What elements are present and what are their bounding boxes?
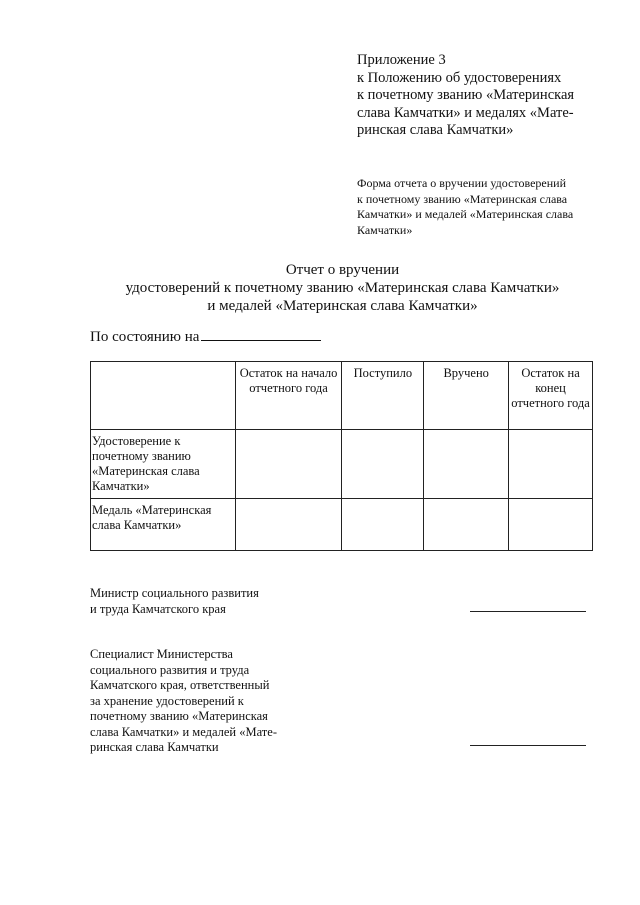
table-header-cell: Поступило	[342, 362, 424, 430]
table-header-cell	[91, 362, 236, 430]
form-note	[357, 176, 607, 238]
minister-signature-line[interactable]	[470, 611, 586, 612]
report-title-line: и медалей «Материнская слава Камчатки»	[207, 298, 478, 314]
minister-line: Министр социального развития	[90, 586, 259, 600]
specialist-line: Камчатского края, ответственный	[90, 678, 270, 692]
table-header-cell: Вручено	[424, 362, 509, 430]
report-table	[90, 361, 593, 551]
specialist-signature-line[interactable]	[470, 745, 586, 746]
state-label: По состоянию на	[90, 329, 200, 345]
table-cell[interactable]	[509, 499, 593, 551]
specialist-line: социального развития и труда	[90, 662, 250, 677]
minister-signature-label	[90, 586, 259, 617]
report-title-line: Отчет о вручении	[285, 262, 400, 278]
table-row	[91, 430, 593, 499]
appendix-line: к Положению об удостоверениях	[357, 69, 562, 86]
specialist-line: слава Камчатки» и медалей «Мате-	[90, 724, 277, 739]
specialist-signature-label	[90, 647, 277, 756]
appendix-line: Приложение 3	[357, 52, 446, 68]
table-header-cell: Остаток на начало отчетного года	[235, 362, 342, 430]
report-title	[60, 261, 625, 315]
minister-line: и труда Камчатского края	[90, 601, 226, 616]
state-date-line	[90, 326, 321, 346]
row-label: Медаль «Материнская слава Камчатки»	[91, 499, 236, 551]
table-header-row	[91, 362, 593, 430]
table-cell[interactable]	[424, 499, 509, 551]
form-note-line: к почетному званию «Материнская слава	[357, 191, 568, 206]
specialist-line: почетному званию «Материнская	[90, 709, 268, 723]
table-header-cell: Остаток на конец отчетного года	[509, 362, 593, 430]
appendix-line: ринская слава Камчатки»	[357, 122, 514, 138]
specialist-line: Специалист Министерства	[90, 647, 233, 661]
specialist-line: ринская слава Камчатки	[90, 740, 219, 754]
table-cell[interactable]	[509, 430, 593, 499]
report-title-line: удостоверений к почетному званию «Материнская слава Камчатки»	[125, 280, 560, 296]
table-cell[interactable]	[342, 499, 424, 551]
table-cell[interactable]	[342, 430, 424, 499]
table-cell[interactable]	[235, 499, 342, 551]
row-label: Удостоверение к почетному званию «Материнская слава Камчатки»	[91, 430, 236, 499]
specialist-line: за хранение удостоверений к	[90, 693, 244, 708]
appendix-header	[357, 52, 607, 140]
form-note-line: Камчатки»	[357, 222, 413, 237]
date-blank-field[interactable]	[201, 326, 321, 341]
table-row	[91, 499, 593, 551]
appendix-line: к почетному званию «Материнская	[357, 87, 575, 103]
form-note-line: Форма отчета о вручении удостоверений	[357, 176, 567, 190]
appendix-line: слава Камчатки» и медалях «Мате-	[357, 104, 574, 121]
table-cell[interactable]	[235, 430, 342, 499]
form-note-line: Камчатки» и медалей «Материнская слава	[357, 207, 574, 221]
table-cell[interactable]	[424, 430, 509, 499]
